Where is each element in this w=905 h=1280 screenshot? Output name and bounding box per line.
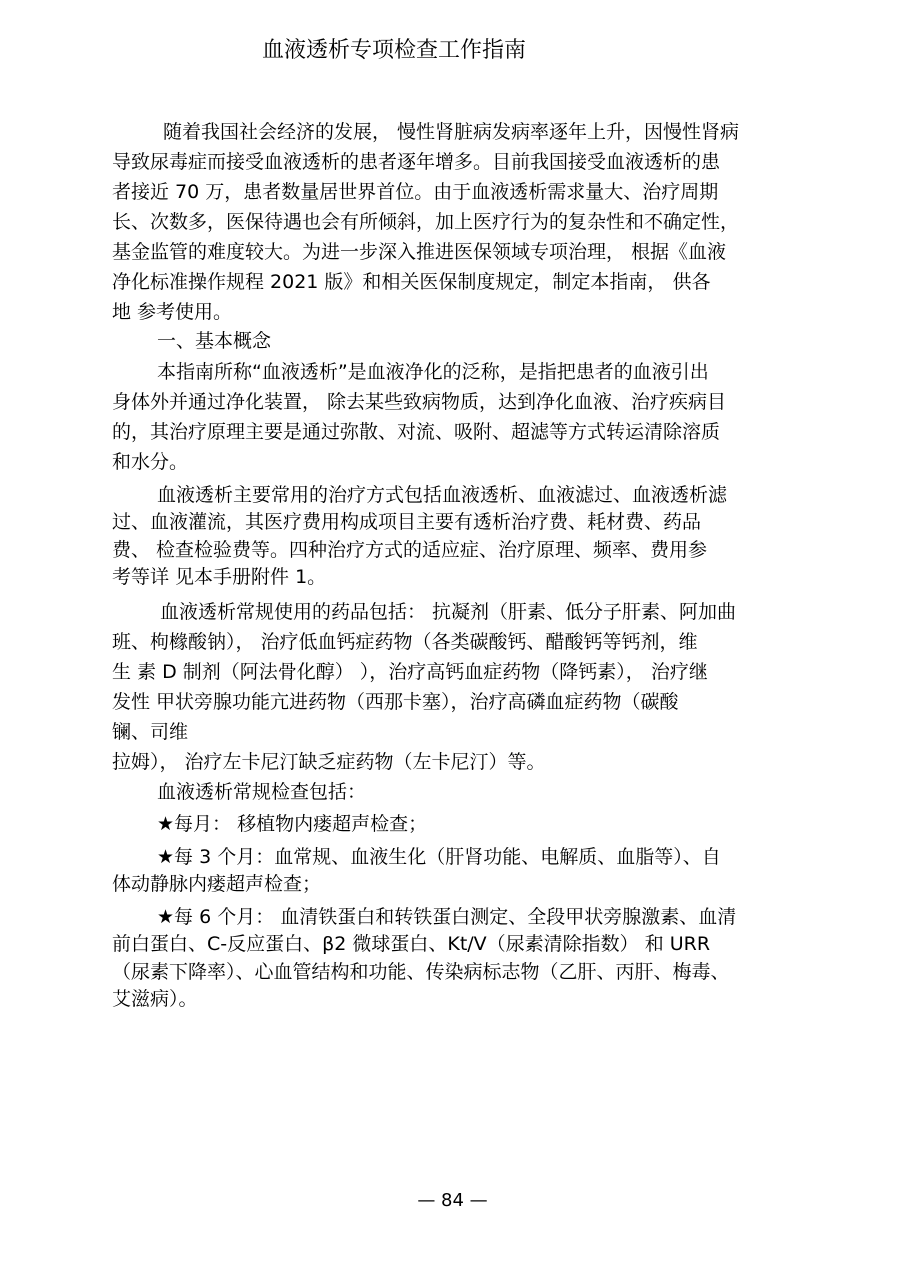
text-line: 体动静脉内瘘超声检查；: [112, 873, 322, 895]
text-line: 者接近 70 万，患者数量居世界首位。由于血液透析需求量大、治疗周期: [112, 181, 719, 203]
text-line: 费、 检查检验费等。四种治疗方式的适应症、治疗原理、频率、费用参: [112, 539, 708, 561]
text-line: 前白蛋白、C-反应蛋白、β2 微球蛋白、Kt/V（尿素清除指数） 和 URR: [112, 933, 711, 955]
text-line: 随着我国社会经济的发展， 慢性肾脏病发病率逐年上升，因慢性肾病: [163, 121, 740, 143]
text-line: 基金监管的难度较大。为进一步深入推进医保领域专项治理， 根据《血液: [112, 241, 727, 263]
text-line: 艾滋病）。: [112, 988, 198, 1010]
text-line: （尿素下降率）、心血管结构和功能、传染病标志物（乙肝、丙肝、梅毒、: [112, 961, 730, 983]
text-line: 的，其治疗原理主要是通过弥散、对流、吸附、超滤等方式转运清除溶质: [112, 421, 721, 443]
text-line: 血液透析主要常用的治疗方式包括血液透析、血液滤过、血液透析滤: [157, 484, 728, 506]
text-line: 过、血液灌流，其医疗费用构成项目主要有透析治疗费、耗材费、药品: [112, 511, 702, 533]
document-title: 血液透析专项检查工作指南: [262, 38, 527, 63]
text-line: 地 参考使用。: [112, 301, 233, 323]
text-line: 镧、司维: [112, 721, 189, 743]
text-line: 本指南所称“血液透析”是血液净化的泛称，是指把患者的血液引出: [157, 361, 709, 383]
text-line: 净化标准操作规程 2021 版》和相关医保制度规定，制定本指南， 供各: [112, 271, 711, 293]
text-line: 血液透析常规使用的药品包括： 抗凝剂（肝素、低分子肝素、阿加曲: [160, 601, 737, 623]
text-line: 血液透析常规检查包括：: [157, 781, 367, 803]
text-line: 导致尿毒症而接受血液透析的患者逐年增多。目前我国接受血液透析的患: [112, 151, 721, 173]
text-line: 拉姆）， 治疗左卡尼汀缺乏症药物（左卡尼汀）等。: [112, 751, 546, 773]
list-item: ★每月： 移植物内瘘超声检查；: [157, 813, 428, 835]
text-line: 发性 甲状旁腺功能亢进药物（西那卡塞），治疗高磷血症药物（碳酸: [112, 691, 679, 713]
text-line: 和水分。: [112, 451, 189, 473]
text-line: 班、枸橼酸钠）， 治疗低血钙症药物（各类碳酸钙、醋酸钙等钙剂，维: [112, 631, 698, 653]
text-line: 长、次数多，医保待遇也会有所倾斜，加上医疗行为的复杂性和不确定性，: [112, 211, 740, 233]
list-item: ★每 6 个月： 血清铁蛋白和转铁蛋白测定、全段甲状旁腺激素、血清: [157, 906, 737, 928]
page-number: — 84 —: [417, 1190, 488, 1211]
text-line: 身体外并通过净化装置， 除去某些致病物质，达到净化血液、治疗疾病目: [112, 391, 727, 413]
text-line: 生 素 D 制剂（阿法骨化醇） ），治疗高钙血症药物（降钙素）， 治疗继: [112, 661, 708, 683]
section-heading: 一、基本概念: [157, 330, 272, 352]
list-item: ★每 3 个月：血常规、血液生化（肝肾功能、电解质、血脂等）、自: [157, 846, 721, 868]
text-line: 考等详 见本手册附件 1。: [112, 566, 327, 588]
